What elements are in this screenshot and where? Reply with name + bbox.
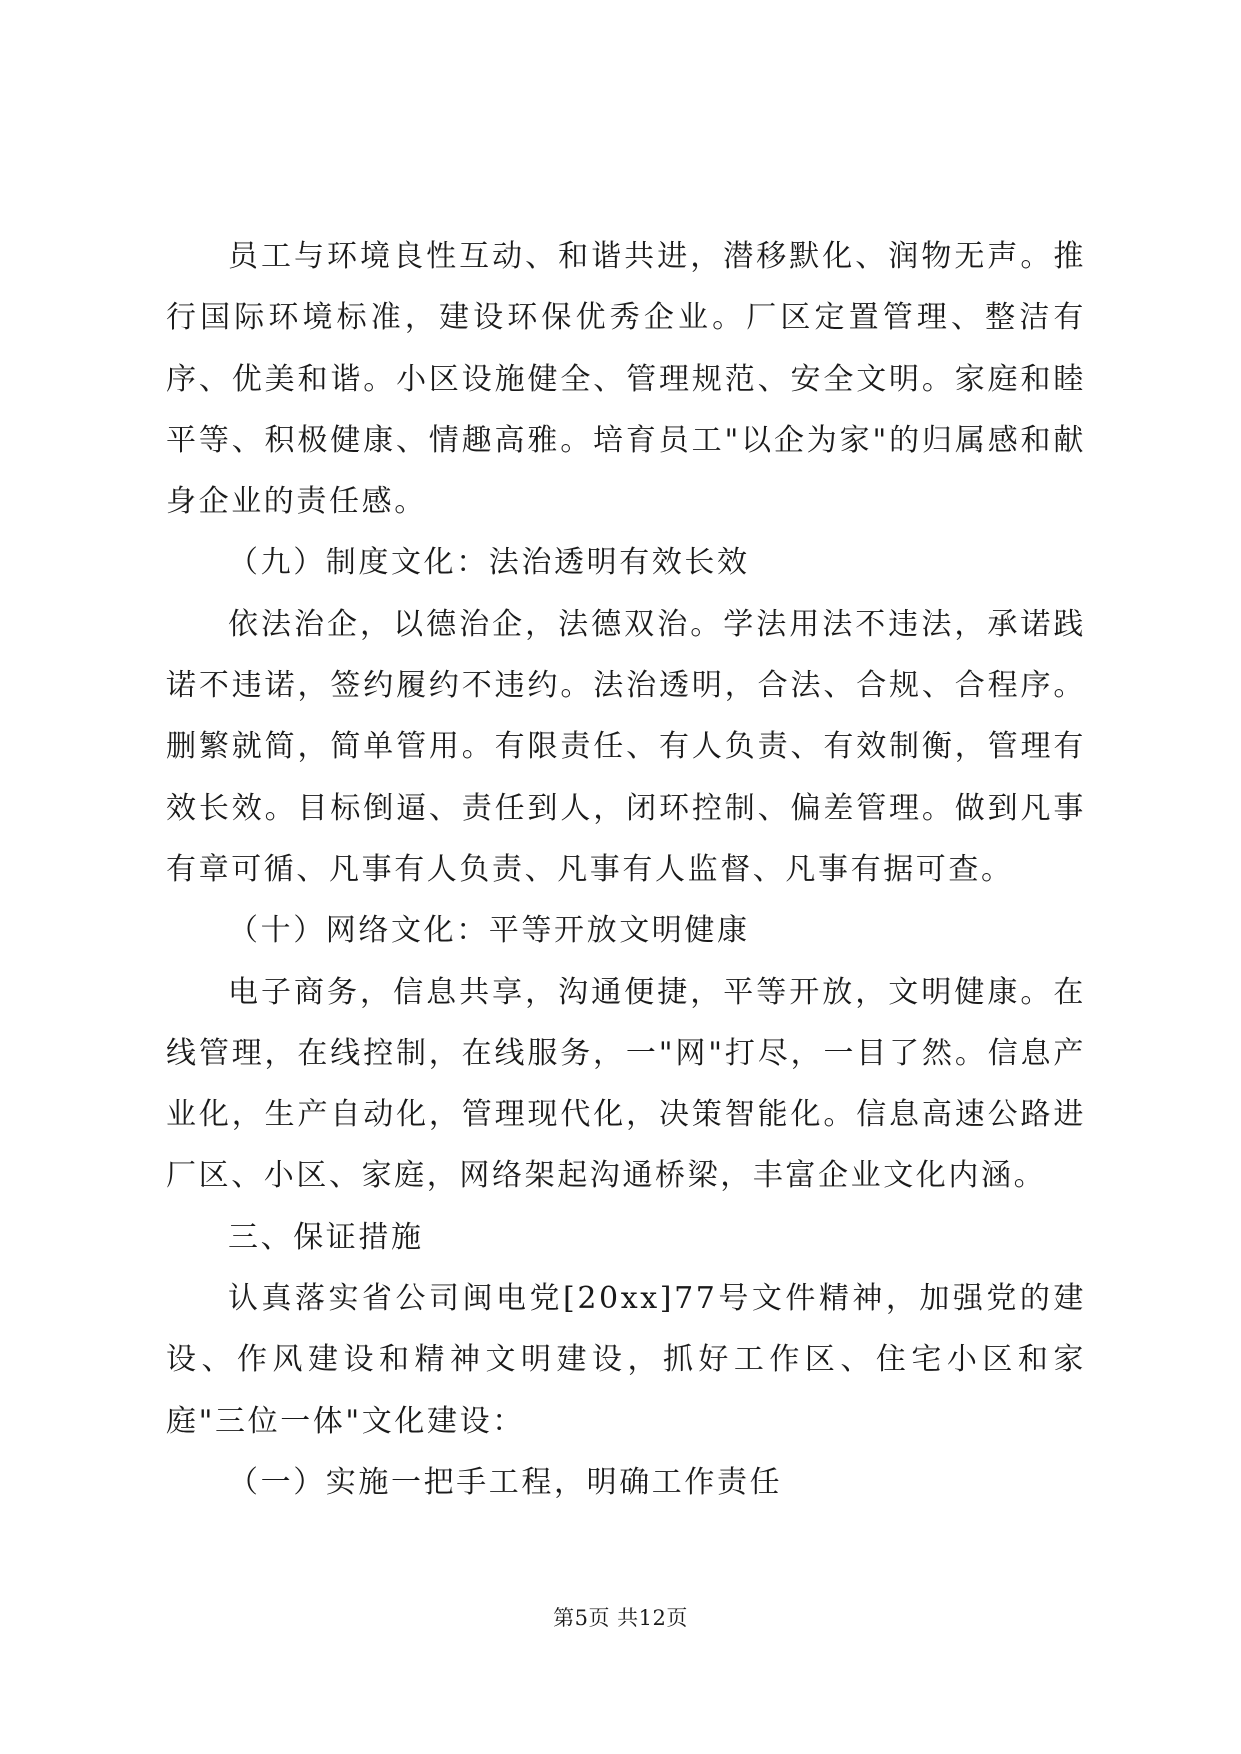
- page-footer: [0, 1602, 1241, 1632]
- document-body: [166, 226, 1086, 1513]
- heading-leader-project: （一）实施一把手工程，明确工作责任: [228, 1464, 783, 1500]
- heading-network-culture: （十）网络文化：平等开放文明健康: [228, 913, 750, 949]
- heading-guarantee-measures: 三、保证措施: [228, 1219, 424, 1255]
- paragraph-environment-culture: 员工与环境良性互动、和谐共进，潜移默化、润物无声。推行国际环境标准，建设环保优秀企业。厂区定置管理、整洁有序、优美和谐。小区设施健全、管理规范、安全文明。家庭和睦平等、积极健康、情趣高雅。培育员工"以企为家"的归属感和献身企业的责任感。: [166, 239, 1086, 520]
- heading-institutional-culture: （九）制度文化：法治透明有效长效: [228, 545, 750, 581]
- page-number-label: 第5页 共12页: [553, 1606, 688, 1630]
- paragraph-guarantee-measures: 认真落实省公司闽电党[20xx]77号文件精神，加强党的建设、作风建设和精神文明建设，抓好工作区、住宅小区和家庭"三位一体"文化建设：: [166, 1281, 1086, 1439]
- paragraph-network-culture: 电子商务，信息共享，沟通便捷，平等开放，文明健康。在线管理，在线控制，在线服务，一"网"打尽，一目了然。信息产业化，生产自动化，管理现代化，决策智能化。信息高速公路进厂区、小区、家庭，网络架起沟通桥梁，丰富企业文化内涵。: [166, 974, 1086, 1194]
- paragraph-institutional-culture: 依法治企，以德治企，法德双治。学法用法不违法，承诺践诺不违诺，签约履约不违约。法治透明，合法、合规、合程序。删繁就简，简单管用。有限责任、有人负责、有效制衡，管理有效长效。目标倒逼、责任到人，闭环控制、偏差管理。做到凡事有章可循、凡事有人负责、凡事有人监督、凡事有据可查。: [166, 606, 1086, 887]
